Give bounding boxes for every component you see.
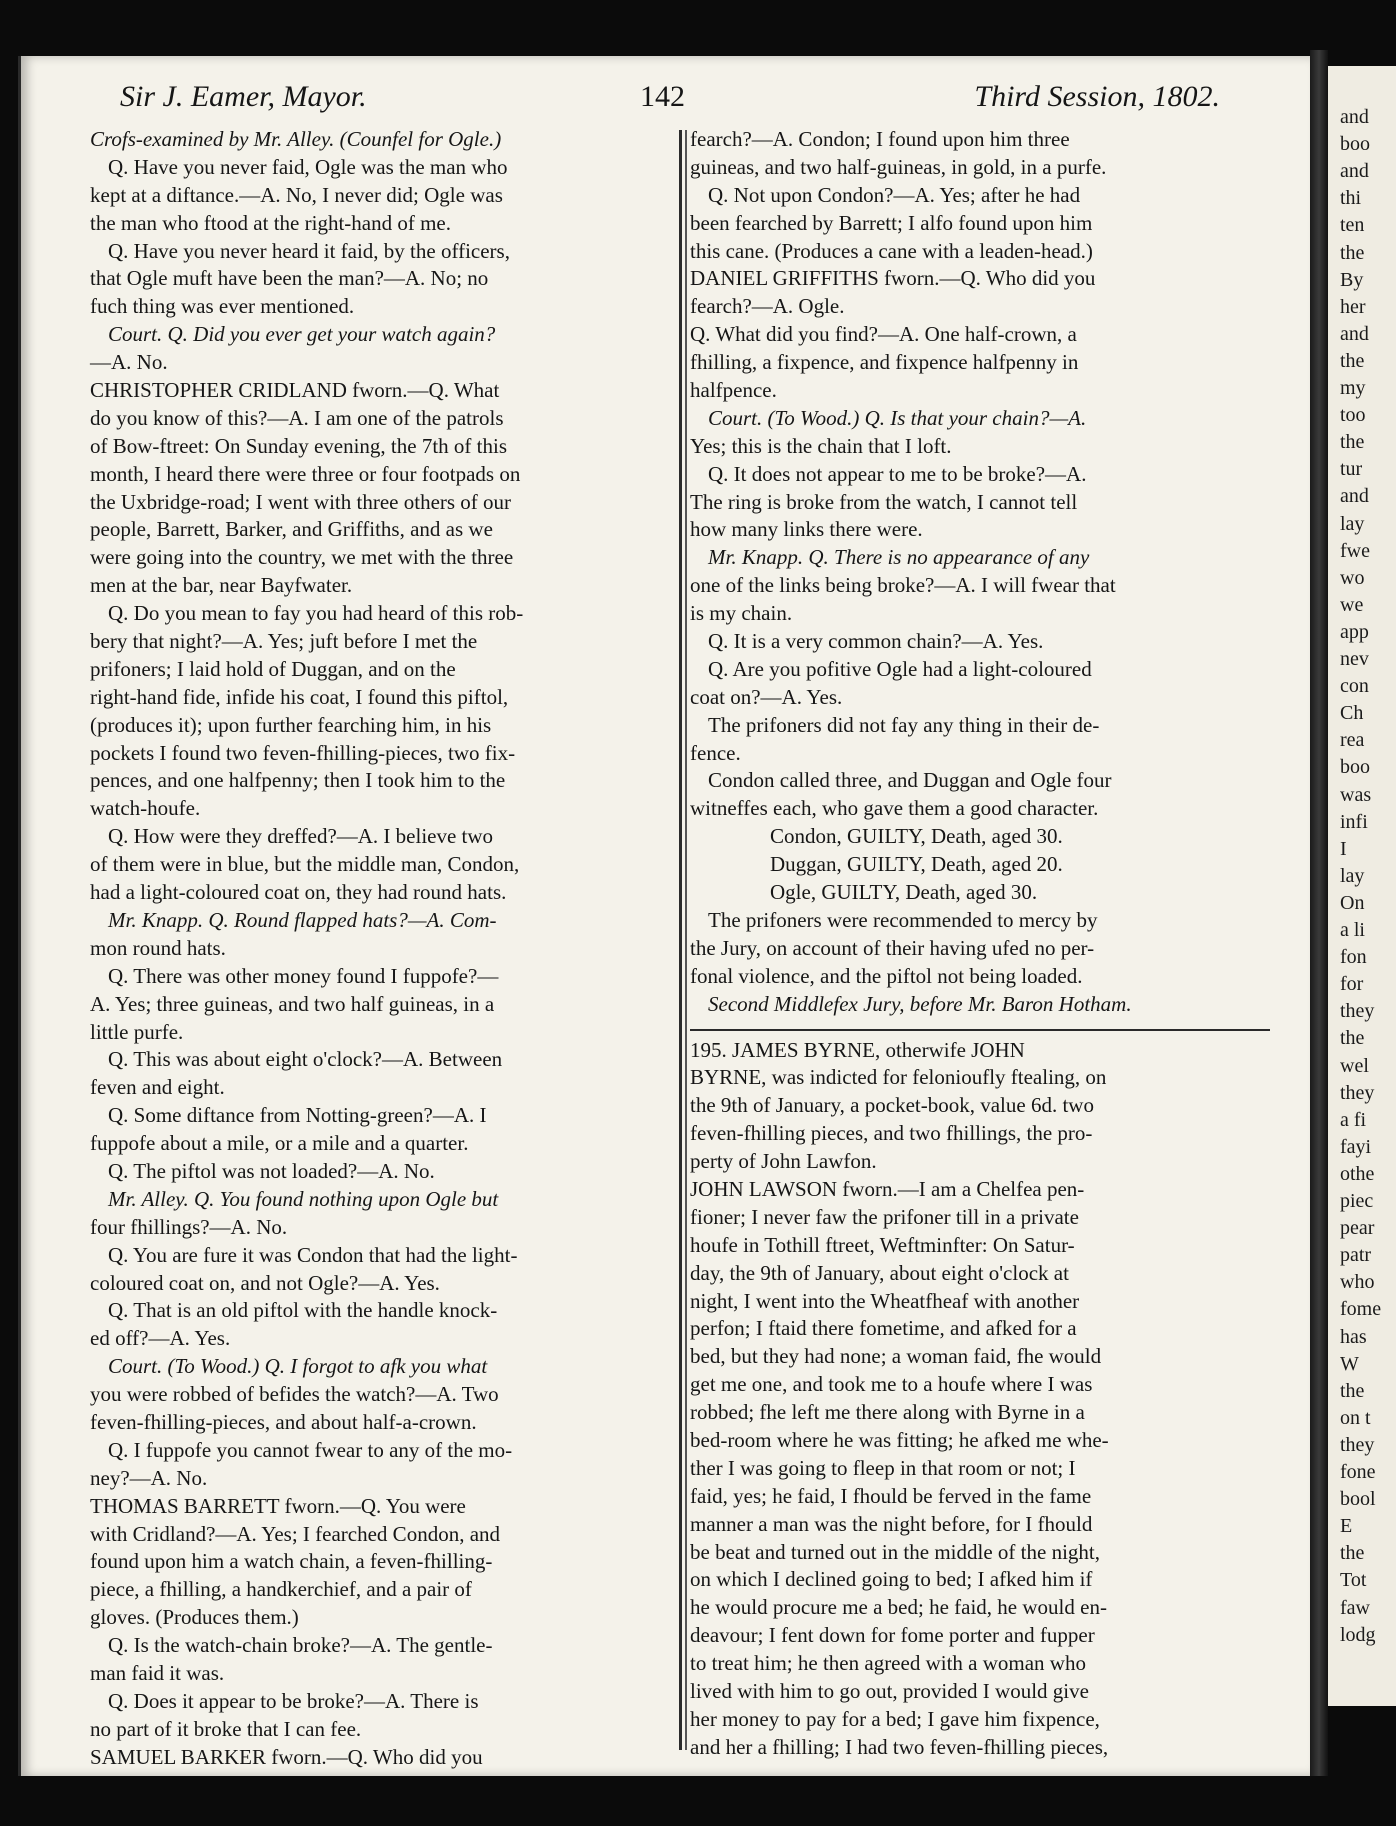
text-line: the Jury, on account of their having ufed no per- (690, 935, 1095, 960)
right-page-fragment: too (1340, 404, 1366, 427)
right-page-fragment: thi (1340, 187, 1362, 210)
text-line: had a light-coloured coat on, they had round hats. (90, 880, 507, 905)
text-line: ther I was going to fleep in that room or not; I (690, 1455, 1076, 1480)
text-column-right (690, 126, 1270, 1762)
text-line: Q. Does it appear to be broke?—A. There is (108, 1688, 479, 1713)
text-line: fuch thing was ever mentioned. (90, 294, 355, 319)
right-page-fragment: piec (1340, 1190, 1374, 1212)
text-line: of them were in blue, but the middle man, Condon, (90, 852, 520, 877)
right-page-fragment: the (1340, 1027, 1365, 1050)
book-page-right-edge (1328, 66, 1396, 1706)
text-line: Q. Not upon Condon?—A. Yes; after he had (708, 182, 1081, 207)
text-line: CHRISTOPHER CRIDLAND fworn.—Q. What (90, 378, 500, 403)
right-page-fragment: the (1340, 1542, 1365, 1565)
text-line: four fhillings?—A. No. (90, 1214, 288, 1239)
text-line: Q. There was other money found I fuppofe?— (108, 963, 499, 988)
right-page-fragment: rea (1340, 729, 1365, 752)
text-line: watch-houfe. (90, 796, 201, 821)
running-header (120, 80, 1220, 120)
right-page-fragment: On (1340, 891, 1365, 914)
text-column-left (90, 126, 670, 1772)
text-line: right-hand fide, infide his coat, I found this piftol, (90, 684, 509, 709)
text-line: Q. The piftol was not loaded?—A. No. (108, 1158, 435, 1183)
right-page-fragment: lay (1340, 512, 1365, 535)
text-line: perfon; I ftaid there fometime, and afked for a (690, 1316, 1077, 1341)
text-line: Duggan, GUILTY, Death, aged 20. (770, 852, 1063, 877)
text-line: Condon, GUILTY, Death, aged 30. (770, 824, 1063, 849)
text-line: gloves. (Produces them.) (90, 1605, 299, 1630)
text-line: he would procure me a bed; he faid, he would en- (690, 1595, 1107, 1620)
right-page-fragment: wel (1340, 1054, 1369, 1077)
text-line: SAMUEL BARKER fworn.—Q. Who did you (90, 1744, 483, 1769)
text-line: one of the links being broke?—A. I will fwear that (690, 573, 1116, 598)
text-line: been fearched by Barrett; I alfo found upon him (690, 210, 1093, 235)
text-line: the man who ftood at the right-hand of me. (90, 210, 451, 235)
text-line: Condon called three, and Duggan and Ogle four (708, 768, 1112, 793)
right-page-fragment: wo (1340, 566, 1365, 589)
text-line: fonal violence, and the piftol not being loaded. (690, 963, 1083, 988)
text-line: month, I heard there were three or four footpads on (90, 461, 521, 486)
right-page-fragment: boo (1340, 133, 1370, 156)
right-page-fragment: faw (1340, 1596, 1370, 1619)
text-line: Q. How were they dreffed?—A. I believe two (108, 824, 494, 849)
text-line: Court. (To Wood.) Q. Is that your chain?—A. (708, 405, 1087, 430)
text-line: fhilling, a fixpence, and fixpence halfpenny in (690, 350, 1079, 375)
right-page-fragment: E (1340, 1515, 1353, 1538)
text-line: DANIEL GRIFFITHS fworn.—Q. Who did you (690, 266, 1096, 291)
text-line: bed, but they had none; a woman faid, fhe would (690, 1344, 1102, 1369)
right-page-fragment: patr (1340, 1244, 1372, 1267)
right-page-fragment: con (1340, 675, 1369, 698)
right-page-fragment: they (1340, 1433, 1375, 1456)
text-line: the 9th of January, a pocket-book, value 6d. two (690, 1093, 1094, 1118)
text-line: Q. Do you mean to fay you had heard of this rob- (108, 601, 524, 626)
text-line: bed-room where he was fitting; he afked me whe- (690, 1427, 1109, 1452)
text-line: halfpence. (690, 378, 777, 403)
text-line: coloured coat on, and not Ogle?—A. Yes. (90, 1270, 440, 1295)
right-page-fragment: the (1340, 241, 1365, 264)
text-line: man faid it was. (90, 1660, 225, 1685)
text-line: Q. Is the watch-chain broke?—A. The gentle- (108, 1633, 493, 1658)
right-page-fragment: was (1340, 783, 1372, 806)
text-line: pockets I found two feven-fhilling-pieces, two fix- (90, 740, 516, 765)
column-rule-inner (685, 130, 687, 1750)
text-line: Q. This was about eight o'clock?—A. Between (108, 1047, 503, 1072)
right-page-fragment: and (1340, 485, 1369, 508)
text-line: JOHN LAWSON fworn.—I am a Chelfea pen- (690, 1176, 1085, 1201)
text-line: prifoners; I laid hold of Duggan, and on the (90, 656, 456, 681)
right-page-fragment: and (1340, 106, 1369, 128)
text-line: Mr. Alley. Q. You found nothing upon Ogle but (108, 1186, 499, 1211)
text-line: Q. What did you find?—A. One half-crown, a (690, 322, 1077, 347)
right-page-fragment: they (1340, 1000, 1375, 1023)
text-line: perty of John Lawfon. (690, 1149, 877, 1174)
column-rule (679, 130, 682, 1750)
text-line: be beat and turned out in the middle of the night, (690, 1539, 1100, 1564)
right-page-fragment: my (1340, 377, 1366, 399)
text-line: Q. Some diftance from Notting-green?—A. I (108, 1103, 487, 1128)
text-line: fence. (690, 740, 741, 765)
text-line: feven and eight. (90, 1075, 225, 1100)
right-page-fragment: fwe (1340, 539, 1370, 562)
text-line: day, the 9th of January, about eight o'clock at (690, 1260, 1069, 1285)
text-line: Mr. Knapp. Q. Round flapped hats?—A. Com- (108, 907, 497, 932)
right-page-fragment: and (1340, 160, 1369, 183)
text-line: 195. JAMES BYRNE, otherwife JOHN (690, 1029, 1270, 1065)
right-page-fragment: a li (1340, 919, 1365, 941)
text-line: you were robbed of befides the watch?—A. Two (90, 1382, 499, 1407)
text-line: fuppofe about a mile, or a mile and a quarter. (90, 1131, 469, 1156)
text-line: this cane. (Produces a cane with a leaden-head.) (690, 238, 1093, 263)
text-line: night, I went into the Wheatfheaf with another (690, 1288, 1080, 1313)
text-line: Mr. Knapp. Q. There is no appearance of any (708, 545, 1090, 570)
text-line: is my chain. (690, 601, 793, 626)
text-line: Q. You are fure it was Condon that had the light- (108, 1242, 518, 1267)
text-line: were going into the country, we met with the three (90, 545, 514, 570)
page-number: 142 (640, 80, 685, 113)
right-page-fragment: W (1340, 1352, 1359, 1375)
right-page-fragment: othe (1340, 1162, 1375, 1185)
text-line: guineas, and two half-guineas, in gold, in a purfe. (690, 154, 1107, 179)
text-line: deavour; I fent down for fome porter and fupper (690, 1623, 1095, 1648)
text-line: fioner; I never faw the prifoner till in a private (690, 1204, 1079, 1229)
text-line: ney?—A. No. (90, 1465, 208, 1490)
text-line: pences, and one halfpenny; then I took him to the (90, 768, 506, 793)
text-line: ed off?—A. Yes. (90, 1326, 231, 1351)
right-page-fragment: lodg (1340, 1623, 1376, 1646)
text-line: piece, a fhilling, a handkerchief, and a pair of (90, 1577, 472, 1602)
right-page-fragment: ten (1340, 214, 1365, 237)
text-line: A. Yes; three guineas, and two half guineas, in a (90, 991, 495, 1016)
right-page-fragment: for (1340, 973, 1364, 996)
text-line: faid, yes; he faid, I fhould be ferved in the fame (690, 1483, 1092, 1508)
text-line: Q. Are you pofitive Ogle had a light-coloured (708, 656, 1092, 681)
right-page-fragment: pear (1340, 1217, 1375, 1240)
text-line: and her a fhilling; I had two feven-fhilling pieces, (690, 1734, 1109, 1759)
right-page-fragment: fon (1340, 946, 1367, 969)
text-line: The prifoners were recommended to mercy by (708, 907, 1098, 932)
right-page-fragment: a fi (1340, 1108, 1367, 1131)
text-line: no part of it broke that I can fee. (90, 1716, 362, 1741)
text-line: Crofs-examined by Mr. Alley. (Counfel for Ogle.) (90, 127, 502, 151)
text-line: that Ogle muft have been the man?—A. No; no (90, 266, 489, 291)
right-page-fragment: tur (1340, 458, 1363, 481)
right-page-fragment: has (1340, 1325, 1367, 1348)
text-line: BYRNE, was indicted for felonioufly ftealing, on (690, 1065, 1107, 1090)
text-line: to treat him; he then agreed with a woman who (690, 1651, 1086, 1676)
header-session: Third Session, 1802. (974, 80, 1220, 113)
text-line: Second Middlefex Jury, before Mr. Baron Hotham. (708, 991, 1132, 1016)
right-page-fragment: bool (1340, 1488, 1376, 1511)
text-line: THOMAS BARRETT fworn.—Q. You were (90, 1493, 466, 1518)
right-page-fragment: fayi (1340, 1135, 1372, 1158)
text-line: lived with him to go out, provided I would give (690, 1678, 1089, 1703)
text-line: on which I declined going to bed; I afked him if (690, 1567, 1093, 1592)
right-page-fragment: and (1340, 322, 1369, 345)
text-line: feven-fhilling-pieces, and about half-a-crown. (90, 1409, 477, 1434)
text-line: Yes; this is the chain that I loft. (690, 433, 952, 458)
right-page-fragment: they (1340, 1081, 1375, 1104)
text-line: kept at a diftance.—A. No, I never did; Ogle was (90, 182, 503, 207)
text-line: of Bow-ftreet: On Sunday evening, the 7th of this (90, 433, 508, 458)
text-line: fearch?—A. Ogle. (690, 294, 845, 319)
right-page-fragment: her (1340, 295, 1366, 318)
right-page-fragment: boo (1340, 756, 1370, 779)
right-page-fragment: fone (1340, 1461, 1376, 1483)
text-line: witneffes each, who gave them a good character. (690, 796, 1099, 821)
right-page-fragment: the (1340, 431, 1365, 454)
text-line: little purfe. (90, 1019, 184, 1044)
right-page-fragment: we (1340, 593, 1364, 616)
text-line: (produces it); upon further fearching him, in his (90, 712, 492, 737)
text-line: Q. Have you never faid, Ogle was the man who (108, 154, 508, 179)
right-page-fragment: Tot (1340, 1569, 1367, 1592)
text-line: people, Barrett, Barker, and Griffiths, and as we (90, 517, 493, 542)
text-line: the Uxbridge-road; I went with three others of our (90, 489, 512, 514)
text-line: feven-fhilling pieces, and two fhillings, the pro- (690, 1121, 1093, 1146)
right-page-fragment: lay (1340, 864, 1365, 887)
right-page-fragment: I (1340, 837, 1347, 860)
right-page-fragment: the (1340, 1379, 1365, 1402)
text-line: coat on?—A. Yes. (690, 684, 843, 709)
text-line: bery that night?—A. Yes; juft before I met the (90, 629, 478, 654)
header-mayor: Sir J. Eamer, Mayor. (120, 80, 367, 113)
right-page-fragment: who (1340, 1271, 1375, 1294)
text-line: fearch?—A. Condon; I found upon him three (690, 127, 1070, 151)
right-page-fragment: Ch (1340, 702, 1364, 725)
text-line: Q. That is an old piftol with the handle knock- (108, 1298, 498, 1323)
text-line: with Cridland?—A. Yes; I fearched Condon, and (90, 1521, 501, 1546)
text-line: Ogle, GUILTY, Death, aged 30. (770, 880, 1038, 905)
text-line: The ring is broke from the watch, I cannot tell (690, 489, 1078, 514)
text-line: do you know of this?—A. I am one of the patrols (90, 405, 504, 430)
right-page-fragment: on t (1340, 1406, 1371, 1429)
right-page-fragment: app (1340, 620, 1369, 643)
text-line: found upon him a watch chain, a feven-fhilling- (90, 1549, 493, 1574)
right-page-fragment: By (1340, 268, 1364, 291)
text-line: men at the bar, near Bayfwater. (90, 573, 353, 598)
text-line: houfe in Tothill ftreet, Weftminfter: On Satur- (690, 1232, 1075, 1257)
text-line: her money to pay for a bed; I gave him fixpence, (690, 1706, 1100, 1731)
text-line: Q. Have you never heard it faid, by the officers, (108, 238, 510, 263)
text-line: mon round hats. (90, 935, 226, 960)
text-line: Court. (To Wood.) Q. I forgot to afk you what (108, 1354, 488, 1379)
text-line: how many links there were. (690, 517, 923, 542)
text-line: Q. It does not appear to me to be broke?—A. (708, 461, 1087, 486)
text-line: Court. Q. Did you ever get your watch again? (108, 322, 496, 347)
right-page-fragment: infi (1340, 810, 1368, 833)
right-page-fragment: the (1340, 349, 1365, 372)
right-page-fragment: fome (1340, 1298, 1382, 1321)
text-line: manner a man was the night before, for I fhould (690, 1511, 1093, 1536)
book-gutter (1310, 50, 1328, 1776)
text-line: Q. It is a very common chain?—A. Yes. (708, 629, 1044, 654)
text-line: —A. No. (90, 350, 168, 375)
right-page-fragment: nev (1340, 648, 1369, 670)
text-line: The prifoners did not fay any thing in their de- (708, 712, 1100, 737)
text-line: get me one, and took me to a houfe where I was (690, 1372, 1093, 1397)
text-line: Q. I fuppofe you cannot fwear to any of the mo- (108, 1437, 513, 1462)
text-line: robbed; fhe left me there along with Byrne in a (690, 1400, 1085, 1425)
